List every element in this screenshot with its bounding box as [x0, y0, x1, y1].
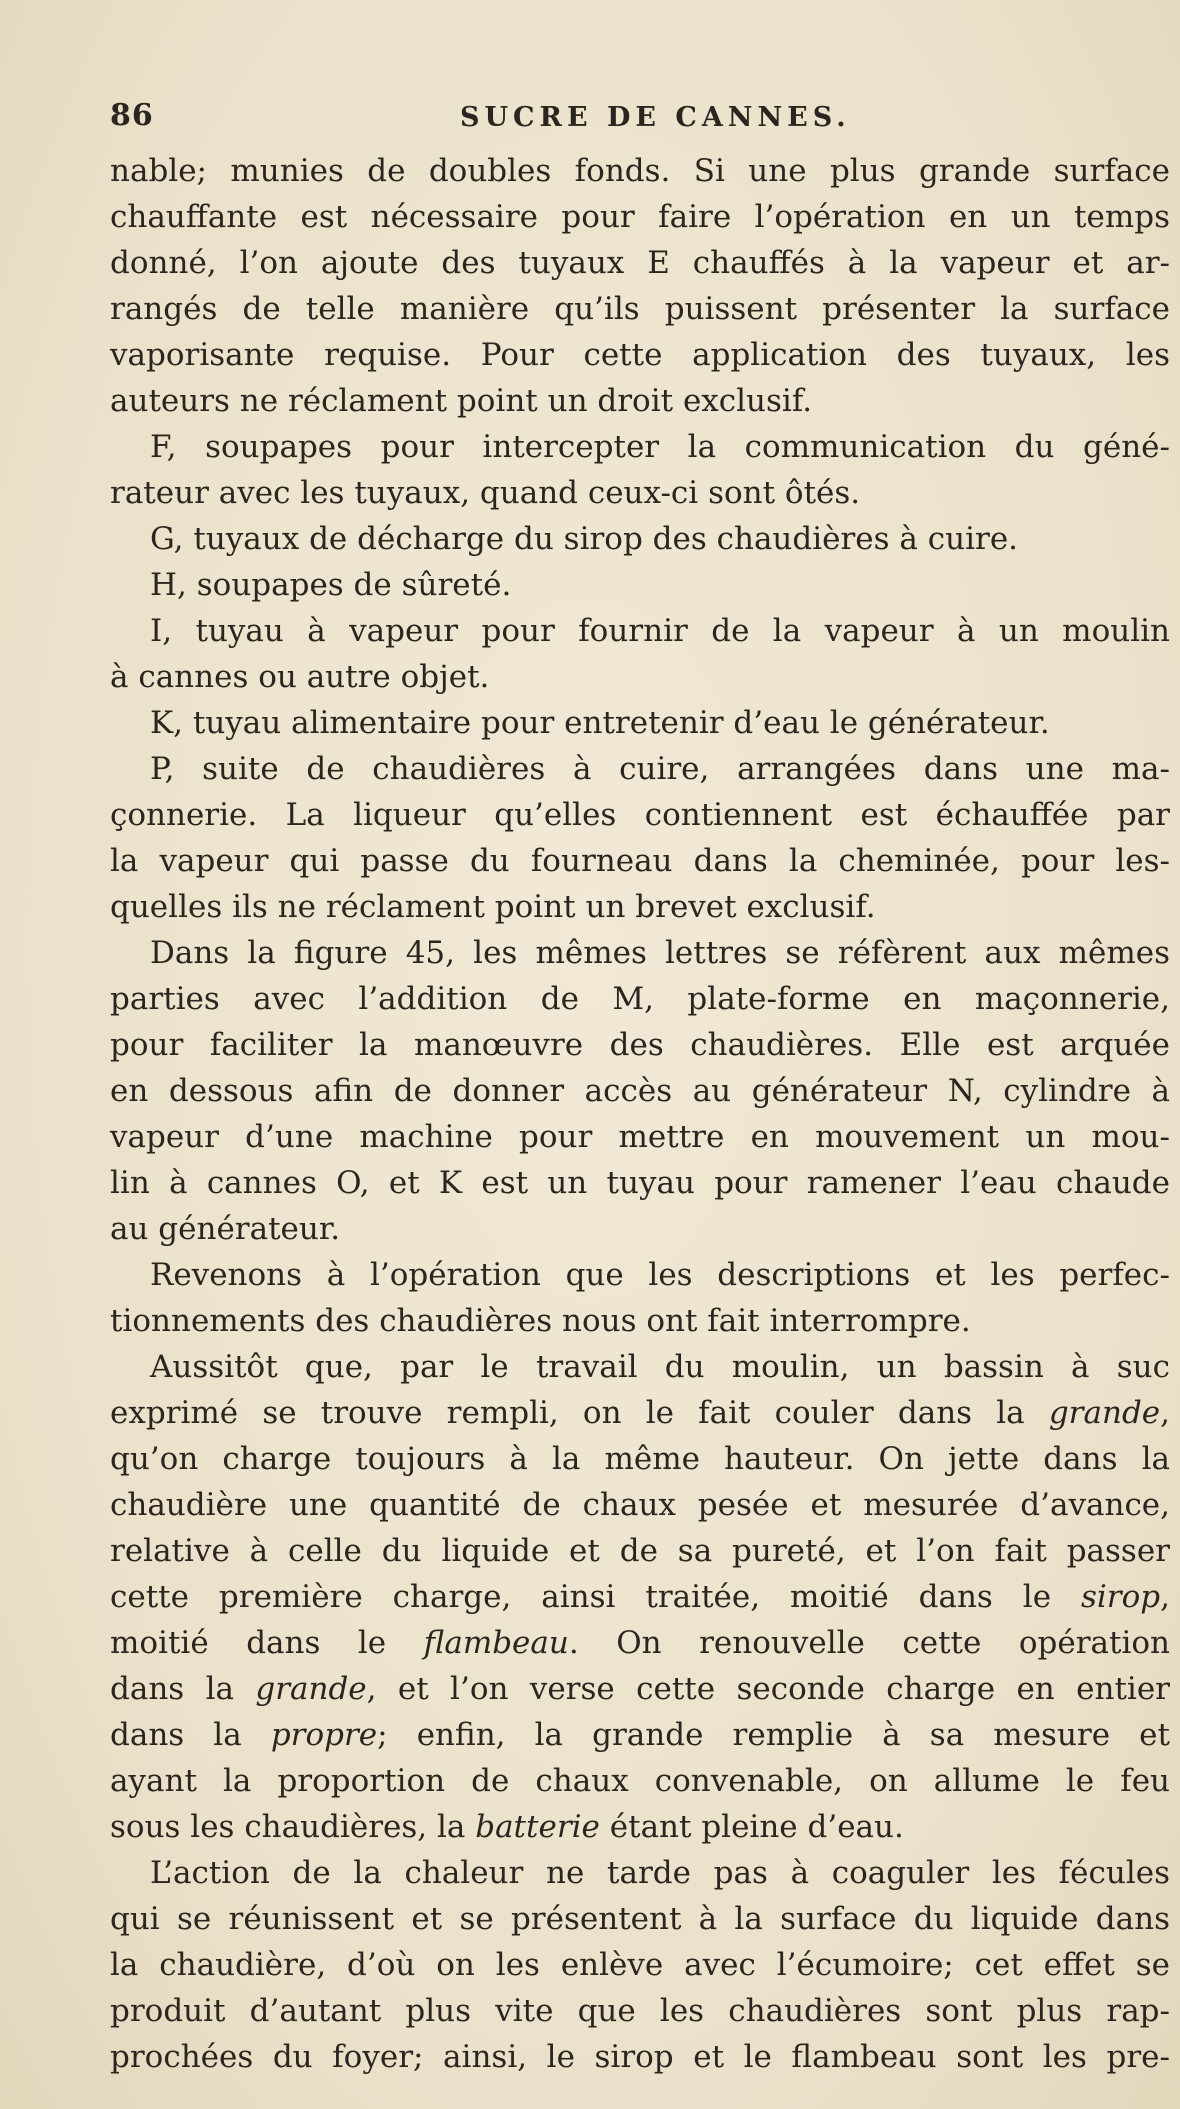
text-line-content: auteurs ne réclament point un droit exclusif. — [110, 383, 813, 419]
text-line-content: donné, l’on ajoute des tuyaux E chauffés à la vapeur et ar- — [110, 245, 1170, 281]
text-line-content: produit d’autant plus vite que les chaudières sont plus rap- — [110, 1993, 1170, 2029]
text-line — [110, 286, 1170, 332]
text-line-content: vapeur d’une machine pour mettre en mouvement un mou- — [110, 1119, 1170, 1155]
text-line — [110, 424, 1170, 470]
text-line-tail: . On renouvelle cette opération — [568, 1625, 1170, 1661]
text-line-content: sous les chaudières, la — [110, 1809, 476, 1845]
text-line — [110, 1574, 1170, 1620]
text-line — [110, 792, 1170, 838]
italic-term: propre — [270, 1717, 378, 1753]
text-line — [110, 1758, 1170, 1804]
text-line-content: exprimé se trouve rempli, on le fait couler dans la — [110, 1395, 1049, 1431]
text-line-content: çonnerie. La liqueur qu’elles contiennent est échauffée par — [110, 797, 1170, 833]
text-line — [110, 1896, 1170, 1942]
text-line-content: P, suite de chaudières à cuire, arrangées dans une ma- — [150, 751, 1170, 787]
text-line-tail: , — [1160, 1579, 1170, 1615]
text-line-content: K, tuyau alimentaire pour entretenir d’eau le générateur. — [150, 705, 1050, 741]
text-line-content: dans la — [110, 1717, 271, 1753]
text-line-content: L’action de la chaleur ne tarde pas à coaguler les fécules — [150, 1855, 1170, 1891]
italic-term: sirop — [1080, 1579, 1161, 1615]
text-line — [110, 332, 1170, 378]
text-line — [110, 884, 1170, 930]
text-line — [110, 1482, 1170, 1528]
page-number: 86 — [110, 98, 154, 133]
text-line — [110, 976, 1170, 1022]
text-line-content: I, tuyau à vapeur pour fournir de la vapeur à un moulin — [150, 613, 1170, 649]
text-line — [110, 1252, 1170, 1298]
text-line-content: relative à celle du liquide et de sa pureté, et l’on fait passer — [110, 1533, 1170, 1569]
text-line — [110, 148, 1170, 194]
running-head: SUCRE DE CANNES. — [460, 102, 851, 133]
italic-term: grande — [1048, 1395, 1161, 1431]
text-line-content: à cannes ou autre objet. — [110, 659, 490, 695]
text-line-content: moitié dans le — [110, 1625, 424, 1661]
italic-term: flambeau — [423, 1625, 569, 1661]
text-line — [110, 608, 1170, 654]
text-line — [110, 746, 1170, 792]
text-line — [110, 1114, 1170, 1160]
text-line-content: vaporisante requise. Pour cette application des tuyaux, les — [110, 337, 1170, 373]
text-line-content: qu’on charge toujours à la même hauteur. On jette dans la — [110, 1441, 1170, 1477]
text-line-content: nable; munies de doubles fonds. Si une plus grande surface — [110, 153, 1170, 189]
text-line — [110, 240, 1170, 286]
text-line-tail: ; enfin, la grande remplie à sa mesure et — [377, 1717, 1170, 1753]
text-line-content: prochées du foyer; ainsi, le sirop et le flambeau sont les pre- — [110, 2039, 1170, 2075]
text-line — [110, 1206, 1170, 1252]
text-line-content: la chaudière, d’où on les enlève avec l’écumoire; cet effet se — [110, 1947, 1170, 1983]
text-line-content: rateur avec les tuyaux, quand ceux-ci sont ôtés. — [110, 475, 861, 511]
text-line-content: Aussitôt que, par le travail du moulin, un bassin à suc — [150, 1349, 1170, 1385]
text-line-content: Revenons à l’opération que les descriptions et les perfec- — [150, 1257, 1170, 1293]
text-line-tail: , — [1160, 1395, 1170, 1431]
text-line-content: tionnements des chaudières nous ont fait interrompre. — [110, 1303, 971, 1339]
text-line-content: qui se réunissent et se présentent à la surface du liquide dans — [110, 1901, 1170, 1937]
text-line-content: rangés de telle manière qu’ils puissent présenter la surface — [110, 291, 1170, 327]
text-line-content: dans la — [110, 1671, 256, 1707]
text-line — [110, 470, 1170, 516]
text-line-content: H, soupapes de sûreté. — [150, 567, 512, 603]
text-line — [110, 2034, 1170, 2080]
body-text — [110, 148, 1170, 2080]
text-line-content: lin à cannes O, et K est un tuyau pour ramener l’eau chaude — [110, 1165, 1170, 1201]
text-line-tail: , et l’on verse cette seconde charge en entier — [366, 1671, 1170, 1707]
text-line — [110, 1160, 1170, 1206]
text-line — [110, 1988, 1170, 2034]
text-line — [110, 1850, 1170, 1896]
page-header — [110, 98, 1170, 138]
text-line — [110, 1804, 1170, 1850]
text-line — [110, 378, 1170, 424]
text-line — [110, 1528, 1170, 1574]
text-line-content: en dessous afin de donner accès au générateur N, cylindre à — [110, 1073, 1170, 1109]
text-line — [110, 1620, 1170, 1666]
text-line-content: Dans la figure 45, les mêmes lettres se réfèrent aux mêmes — [150, 935, 1170, 971]
text-line — [110, 1344, 1170, 1390]
text-line-content: au générateur. — [110, 1211, 341, 1247]
text-line — [110, 1390, 1170, 1436]
text-line-content: G, tuyaux de décharge du sirop des chaudières à cuire. — [150, 521, 1019, 557]
text-line — [110, 1436, 1170, 1482]
text-line — [110, 1022, 1170, 1068]
text-line — [110, 838, 1170, 884]
text-line — [110, 562, 1170, 608]
text-line — [110, 1942, 1170, 1988]
text-line — [110, 1666, 1170, 1712]
text-line-content: cette première charge, ainsi traitée, moitié dans le — [110, 1579, 1081, 1615]
text-line — [110, 194, 1170, 240]
text-line-content: pour faciliter la manœuvre des chaudières. Elle est arquée — [110, 1027, 1170, 1063]
text-line — [110, 1712, 1170, 1758]
text-line-content: chaudière une quantité de chaux pesée et mesurée d’avance, — [110, 1487, 1170, 1523]
text-line — [110, 516, 1170, 562]
text-line — [110, 1298, 1170, 1344]
text-line-content: chauffante est nécessaire pour faire l’opération en un temps — [110, 199, 1170, 235]
text-line-tail: étant pleine d’eau. — [599, 1809, 904, 1845]
text-line — [110, 654, 1170, 700]
text-line-content: la vapeur qui passe du fourneau dans la cheminée, pour les- — [110, 843, 1170, 879]
italic-term: batterie — [475, 1809, 600, 1845]
text-line — [110, 930, 1170, 976]
text-line-content: quelles ils ne réclament point un brevet exclusif. — [110, 889, 876, 925]
italic-term: grande — [255, 1671, 367, 1707]
text-line-content: F, soupapes pour intercepter la communication du géné- — [150, 429, 1170, 465]
text-line-content: parties avec l’addition de M, plate-forme en maçonnerie, — [110, 981, 1170, 1017]
text-line — [110, 700, 1170, 746]
text-line — [110, 1068, 1170, 1114]
text-line-content: ayant la proportion de chaux convenable, on allume le feu — [110, 1763, 1170, 1799]
